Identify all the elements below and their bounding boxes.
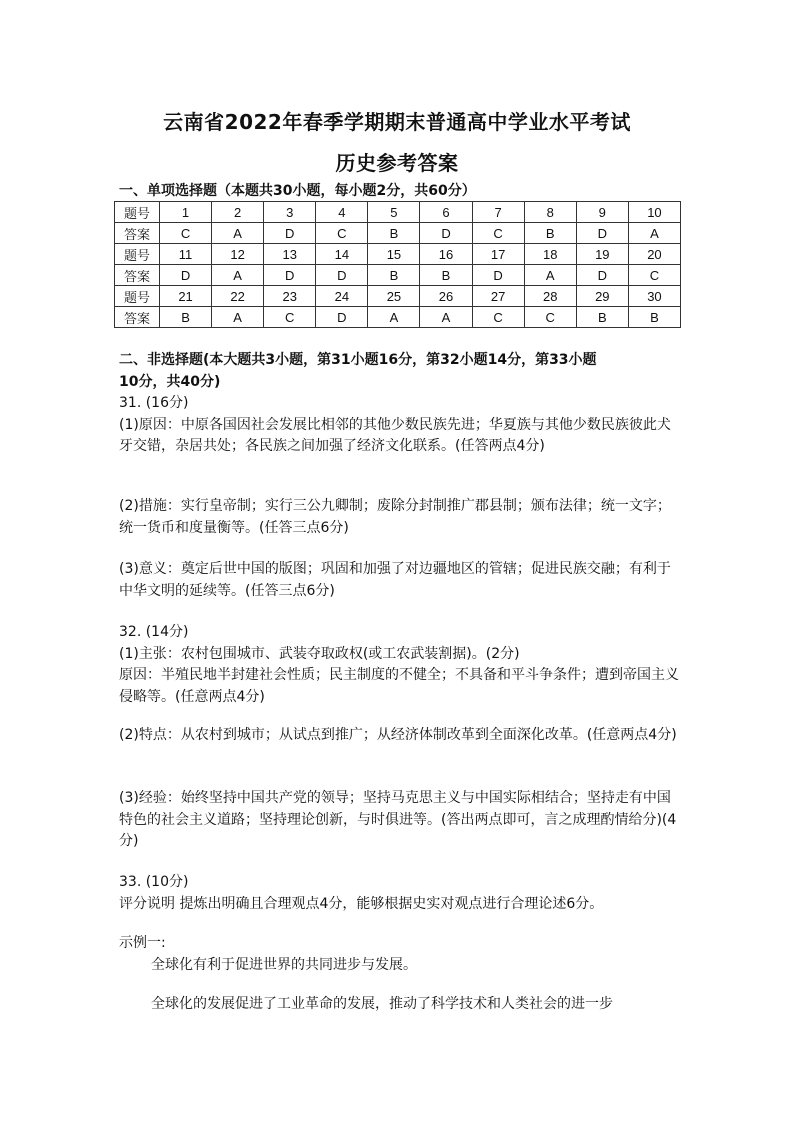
answer-cell: C: [264, 307, 316, 328]
section2-heading: [119, 350, 681, 393]
answer-cell: B: [524, 223, 576, 244]
example-label: 示例一:: [119, 935, 166, 951]
table-row: [115, 265, 681, 286]
question-number: 15: [368, 244, 420, 265]
table-row: [115, 223, 681, 244]
answer-cell: D: [316, 265, 368, 286]
q32-block: [119, 622, 681, 708]
question-number: 22: [212, 286, 264, 307]
answer-cell: C: [628, 265, 680, 286]
row-label: 答案: [115, 265, 160, 286]
answer-cell: A: [212, 265, 264, 286]
question-number: 1: [160, 202, 212, 223]
q31-part1: (1)原因：中原各国因社会发展比相邻的其他少数民族先进；华夏族与其他少数民族彼此犬牙交错，杂居共处；各民族之间加强了经济文化联系。(任答两点4分): [119, 416, 671, 454]
row-label: 题号: [115, 244, 160, 265]
question-number: 19: [576, 244, 628, 265]
answer-cell: B: [368, 223, 420, 244]
answer-cell: C: [316, 223, 368, 244]
question-number: 16: [420, 244, 472, 265]
question-number: 10: [628, 202, 680, 223]
question-number: 21: [160, 286, 212, 307]
answer-cell: B: [420, 265, 472, 286]
question-number: 17: [472, 244, 524, 265]
row-label: 答案: [115, 307, 160, 328]
answer-cell: B: [576, 307, 628, 328]
q31-part3: (3)意义：奠定后世中国的版图；巩固和加强了对边疆地区的管辖；促进民族交融；有利于中华文明的延续等。(任答三点6分): [119, 561, 671, 599]
question-number: 30: [628, 286, 680, 307]
table-row: [115, 202, 681, 223]
section1-heading: 一、单项选择题（本题共30小题，每小题2分，共60分）: [119, 183, 476, 199]
question-number: 14: [316, 244, 368, 265]
answer-cell: D: [576, 223, 628, 244]
q32-part1-reason: 原因：半殖民地半封建社会性质；民主制度的不健全；不具备和平斗争条件；遭到帝国主义侵略等。(任意两点4分): [119, 667, 679, 705]
question-number: 28: [524, 286, 576, 307]
q32-part3: (3)经验：始终坚持中国共产党的领导；坚持马克思主义与中国实际相结合；坚持走有中国特色的社会主义道路；坚持理论创新，与时俱进等。(答出两点即可，言之成理酌情给分)(4分): [119, 790, 677, 849]
q32-label: 32. (14分): [119, 624, 189, 640]
answer-cell: A: [420, 307, 472, 328]
table-row: [115, 244, 681, 265]
answer-cell: D: [264, 265, 316, 286]
section2-heading-line1: 二、非选择题(本大题共3小题，第31小题16分，第32小题14分，第33小题: [119, 352, 597, 368]
question-number: 27: [472, 286, 524, 307]
row-label: 题号: [115, 286, 160, 307]
row-label: 题号: [115, 202, 160, 223]
question-number: 23: [264, 286, 316, 307]
answer-cell: B: [160, 307, 212, 328]
q32-part2: (2)特点：从农村到城市；从试点到推广；从经济体制改革到全面深化改革。(任意两点4分): [119, 727, 677, 743]
answer-cell: D: [576, 265, 628, 286]
example-argument: 全球化的发展促进了工业革命的发展，推动了科学技术和人类社会的进一步: [151, 996, 613, 1012]
question-number: 12: [212, 244, 264, 265]
answer-cell: A: [524, 265, 576, 286]
q33-scoring-note: 评分说明 提炼出明确且合理观点4分，能够根据史实对观点进行合理论述6分。: [119, 895, 604, 912]
q32-part3-block: [119, 788, 681, 853]
question-number: 5: [368, 202, 420, 223]
question-number: 26: [420, 286, 472, 307]
q32-part1-claim: (1)主张：农村包围城市、武装夺取政权(或工农武装割据)。(2分): [119, 645, 520, 662]
q33-example-body: [119, 994, 681, 1016]
question-number: 24: [316, 286, 368, 307]
question-number: 9: [576, 202, 628, 223]
q33-example: [119, 933, 681, 976]
answer-cell: A: [628, 223, 680, 244]
answer-cell: A: [212, 223, 264, 244]
question-number: 3: [264, 202, 316, 223]
q32-part2-block: [119, 725, 681, 747]
q31-part2-block: [119, 496, 681, 539]
q31-part3-block: [119, 559, 681, 602]
answer-cell: C: [472, 307, 524, 328]
question-number: 11: [160, 244, 212, 265]
q31-label: 31. (16分): [119, 395, 189, 411]
q33-label: 33. (10分): [119, 874, 189, 890]
document-title: 云南省2022年春季学期期末普通高中学业水平考试: [163, 110, 631, 134]
question-number: 2: [212, 202, 264, 223]
question-number: 29: [576, 286, 628, 307]
table-row: [115, 307, 681, 328]
table-row: [115, 286, 681, 307]
q31-block: [119, 393, 681, 458]
answer-cell: D: [420, 223, 472, 244]
document-subtitle: 历史参考答案: [335, 151, 459, 175]
question-number: 4: [316, 202, 368, 223]
answer-table: [114, 201, 681, 328]
answer-cell: B: [628, 307, 680, 328]
example-thesis: 全球化有利于促进世界的共同进步与发展。: [151, 956, 417, 973]
question-number: 8: [524, 202, 576, 223]
answer-cell: D: [160, 265, 212, 286]
row-label: 答案: [115, 223, 160, 244]
answer-cell: C: [160, 223, 212, 244]
q31-part2: (2)措施：实行皇帝制；实行三公九卿制；废除分封制推广郡县制；颁布法律；统一文字；统一货币和度量衡等。(任答三点6分): [119, 498, 671, 536]
question-number: 6: [420, 202, 472, 223]
answer-cell: C: [524, 307, 576, 328]
question-number: 18: [524, 244, 576, 265]
answer-cell: A: [212, 307, 264, 328]
question-number: 20: [628, 244, 680, 265]
answer-cell: D: [264, 223, 316, 244]
answer-cell: C: [472, 223, 524, 244]
question-number: 13: [264, 244, 316, 265]
answer-cell: B: [368, 265, 420, 286]
q33-block: [119, 872, 681, 915]
question-number: 25: [368, 286, 420, 307]
answer-cell: A: [368, 307, 420, 328]
answer-cell: D: [472, 265, 524, 286]
question-number: 7: [472, 202, 524, 223]
answer-cell: D: [316, 307, 368, 328]
section2-heading-line2: 10分，共40分): [119, 373, 221, 390]
